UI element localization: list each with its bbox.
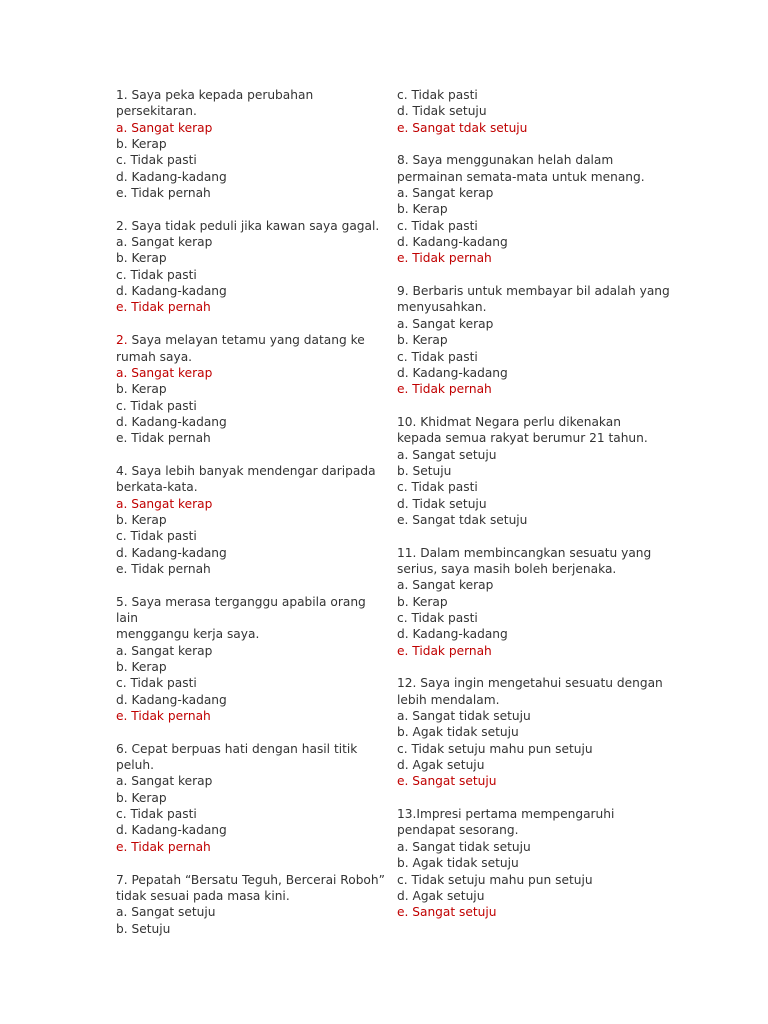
answer-option: d. Kadang-kadang [116, 169, 227, 184]
answer-option: d. Tidak setuju [397, 104, 487, 119]
answer-option: e. Tidak pernah [116, 431, 211, 446]
question-text: 1. Saya peka kepada perubahan [116, 88, 314, 102]
question-text: persekitaran. [116, 104, 197, 119]
selected-answer-option: e. Tidak pernah [397, 382, 492, 397]
answer-option: a. Sangat kerap [397, 316, 494, 331]
answer-option: d. Kadang-kadang [397, 627, 508, 642]
answer-option: b. Kerap [397, 594, 448, 609]
answer-option: d. Kadang-kadang [116, 545, 227, 560]
left-column [116, 87, 391, 953]
answer-option: c. Tidak pasti [397, 611, 478, 625]
answer-option: c. Tidak pasti [116, 267, 197, 282]
question-text [116, 332, 391, 348]
answer-option: a. Sangat setuju [397, 447, 497, 462]
answer-option: a. Sangat kerap [116, 774, 213, 789]
answer-option: c. Tidak pasti [116, 807, 197, 822]
answer-option: b. Agak tidak setuju [397, 725, 519, 740]
question-text: menyusahkan. [397, 300, 487, 315]
right-column [397, 87, 697, 937]
answer-option: d. Kadang-kadang [116, 284, 227, 299]
question-text-rest: Saya melayan tetamu yang datang ke [127, 333, 365, 348]
answer-option: d. Agak setuju [397, 888, 485, 903]
question-block [397, 283, 697, 397]
answer-option: b. Setuju [397, 463, 452, 478]
answer-option: d. Kadang-kadang [116, 692, 227, 707]
answer-option: a. Sangat setuju [116, 905, 216, 920]
answer-option: b. Kerap [397, 202, 448, 217]
question-block [116, 872, 391, 937]
question-text: 10. Khidmat Negara perlu dikenakan [397, 414, 621, 429]
answer-option: a. Sangat kerap [116, 235, 213, 250]
question-text: 9. Berbaris untuk membayar bil adalah yang [397, 284, 670, 299]
question-block [397, 152, 697, 266]
question-block [116, 463, 391, 577]
answer-option: b. Kerap [116, 512, 167, 527]
question-block [397, 806, 697, 920]
answer-option: d. Agak setuju [397, 758, 485, 773]
question-block [116, 218, 391, 316]
answer-option: d. Tidak setuju [397, 496, 487, 511]
answer-option: c. Tidak pasti [116, 676, 197, 691]
selected-answer-option: e. Sangat setuju [397, 774, 497, 789]
answer-option: b. Setuju [116, 921, 171, 936]
question-block [397, 414, 697, 528]
answer-option: c. Tidak pasti [397, 480, 478, 495]
question-text: lebih mendalam. [397, 692, 500, 707]
question-block [397, 87, 697, 136]
question-block [397, 545, 697, 659]
selected-answer-option: e. Tidak pernah [116, 839, 211, 854]
question-text: 7. Pepatah “Bersatu Teguh, Bercerai Roboh” [116, 872, 385, 887]
answer-option: b. Kerap [116, 137, 167, 152]
answer-option: d. Kadang-kadang [116, 823, 227, 838]
question-text: permainan semata-mata untuk menang. [397, 169, 645, 184]
answer-option: b. Kerap [116, 660, 167, 675]
question-text: 5. Saya merasa terganggu apabila orang lain [116, 594, 370, 625]
question-number: 2. [116, 333, 128, 348]
question-text: kepada semua rakyat berumur 21 tahun. [397, 431, 648, 446]
answer-option: b. Kerap [116, 790, 167, 805]
question-text: 11. Dalam membincangkan sesuatu yang [397, 545, 652, 560]
answer-option: c. Tidak pasti [116, 153, 197, 168]
answer-option: a. Sangat tidak setuju [397, 839, 531, 854]
selected-answer-option: e. Sangat tdak setuju [397, 120, 528, 135]
answer-option: c. Tidak pasti [397, 349, 478, 364]
answer-option: d. Kadang-kadang [116, 414, 227, 429]
answer-option: c. Tidak setuju mahu pun setuju [397, 872, 593, 887]
selected-answer-option: a. Sangat kerap [116, 365, 213, 380]
answer-option: a. Sangat tidak setuju [397, 709, 531, 724]
answer-option: a. Sangat kerap [397, 186, 494, 201]
question-text: pendapat sesorang. [397, 823, 519, 838]
question-text: tidak sesuai pada masa kini. [116, 888, 290, 903]
answer-option: c. Tidak pasti [116, 398, 197, 413]
answer-option: c. Tidak pasti [397, 88, 478, 102]
question-text: 12. Saya ingin mengetahui sesuatu dengan [397, 676, 663, 691]
question-text: serius, saya masih boleh berjenaka. [397, 561, 617, 576]
answer-option: b. Agak tidak setuju [397, 856, 519, 871]
question-text: 8. Saya menggunakan helah dalam [397, 153, 614, 168]
selected-answer-option: e. Tidak pernah [116, 709, 211, 724]
answer-option: d. Kadang-kadang [397, 235, 508, 250]
answer-option: b. Kerap [397, 333, 448, 348]
selected-answer-option: a. Sangat kerap [116, 120, 213, 135]
answer-option: a. Sangat kerap [116, 643, 213, 658]
answer-option: c. Tidak setuju mahu pun setuju [397, 741, 593, 756]
question-text: 6. Cepat berpuas hati dengan hasil titik [116, 741, 358, 756]
question-text: menggangu kerja saya. [116, 627, 260, 642]
question-text: peluh. [116, 758, 154, 773]
selected-answer-option: e. Sangat setuju [397, 905, 497, 920]
selected-answer-option: a. Sangat kerap [116, 496, 213, 511]
selected-answer-option: e. Tidak pernah [116, 300, 211, 315]
answer-option: e. Tidak pernah [116, 561, 211, 576]
answer-option: a. Sangat kerap [397, 578, 494, 593]
answer-option: c. Tidak pasti [116, 529, 197, 544]
answer-option: e. Sangat tdak setuju [397, 512, 528, 527]
question-text: 13.Impresi pertama mempengaruhi [397, 807, 615, 822]
selected-answer-option: e. Tidak pernah [397, 251, 492, 266]
selected-answer-option: e. Tidak pernah [397, 643, 492, 658]
question-text: rumah saya. [116, 349, 193, 364]
question-block [116, 332, 391, 446]
question-block [116, 741, 391, 855]
question-block [116, 594, 391, 725]
answer-option: d. Kadang-kadang [397, 365, 508, 380]
answer-option: e. Tidak pernah [116, 186, 211, 201]
answer-option: b. Kerap [116, 251, 167, 266]
question-block [116, 87, 391, 201]
question-text: 2. Saya tidak peduli jika kawan saya gagal. [116, 218, 380, 233]
answer-option: c. Tidak pasti [397, 218, 478, 233]
question-block [397, 675, 697, 789]
answer-option: b. Kerap [116, 382, 167, 397]
question-text: 4. Saya lebih banyak mendengar daripada [116, 463, 376, 478]
question-text: berkata-kata. [116, 480, 198, 495]
